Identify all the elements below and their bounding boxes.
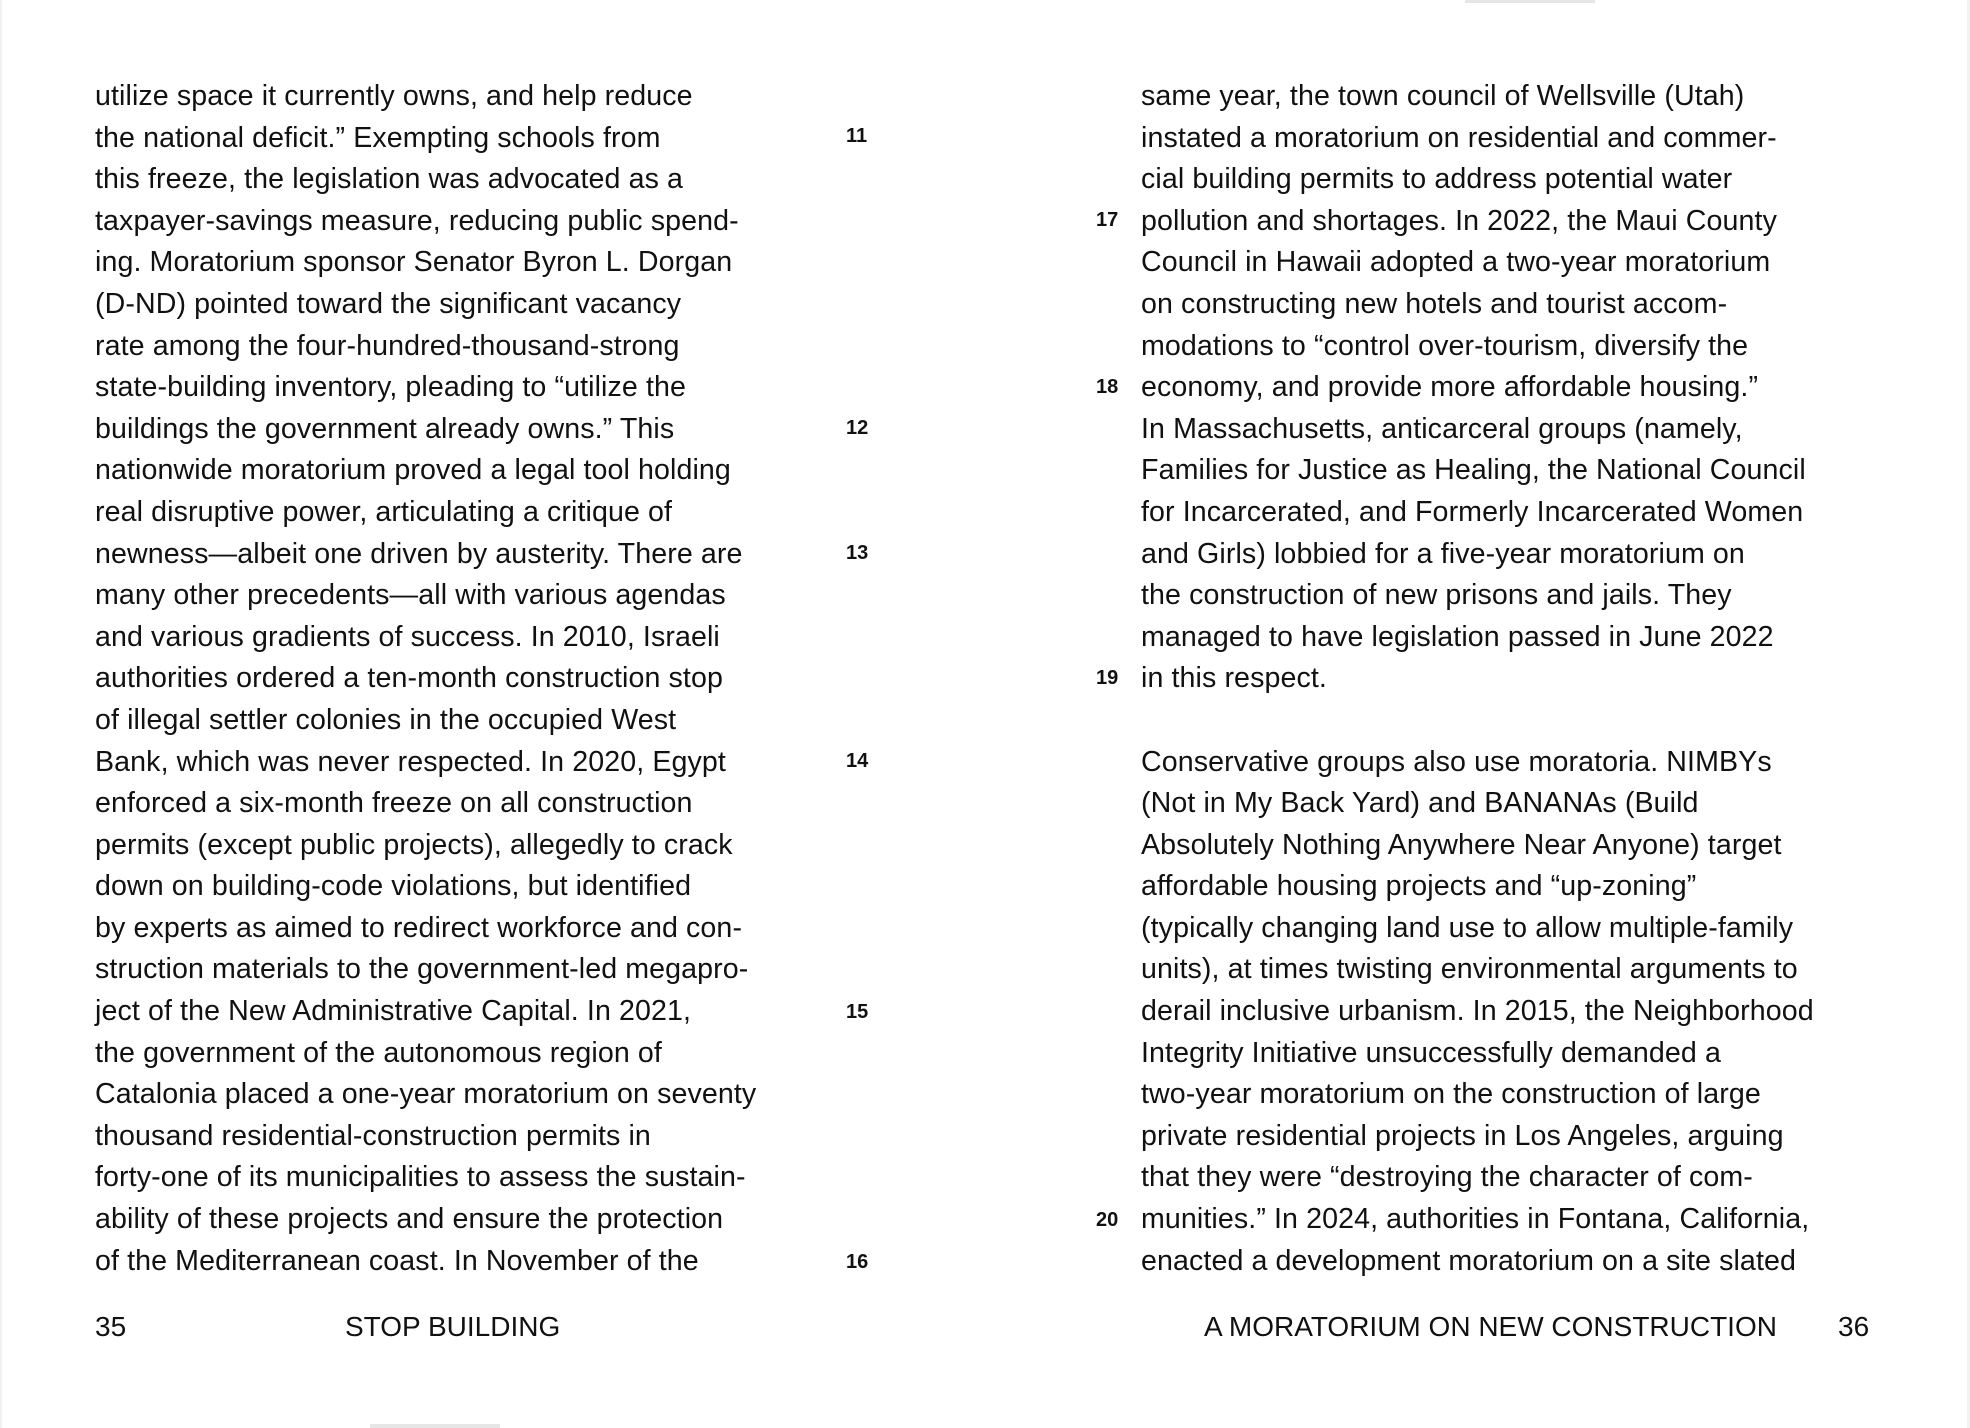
text-line: affordable housing projects and “up-zoning” — [1141, 870, 1697, 903]
text-line: In Massachusetts, anticarceral groups (namely, — [1141, 412, 1743, 445]
page-edge-left — [0, 0, 2, 1428]
text-line: ability of these projects and ensure the protection — [95, 1203, 724, 1236]
text-line: of the Mediterranean coast. In November of the — [95, 1244, 699, 1277]
text-line: and Girls) lobbied for a five-year moratorium on — [1141, 537, 1745, 570]
text-line: (D-ND) pointed toward the significant vacancy — [95, 287, 682, 320]
binding-mark-bottom — [370, 1424, 500, 1428]
text-line: taxpayer-savings measure, reducing public spend- — [95, 204, 739, 237]
binding-mark-top — [1465, 0, 1595, 3]
endnote-marker-17: 17 — [1096, 209, 1119, 231]
text-line: many other precedents—all with various agendas — [95, 579, 726, 612]
text-line: Families for Justice as Healing, the National Council — [1141, 454, 1806, 487]
text-line: two-year moratorium on the construction of large — [1141, 1078, 1761, 1111]
text-line: forty-one of its municipalities to assess the sustain- — [95, 1161, 746, 1194]
text-line: on constructing new hotels and tourist accom- — [1141, 287, 1728, 320]
text-line: pollution and shortages. In 2022, the Maui County — [1141, 204, 1777, 237]
text-line: real disruptive power, articulating a critique of — [95, 495, 673, 528]
text-line: managed to have legislation passed in June 2022 — [1141, 620, 1774, 653]
text-line: instated a moratorium on residential and commer- — [1141, 121, 1777, 154]
text-line: that they were “destroying the character of com- — [1141, 1161, 1753, 1194]
right-page-body — [1141, 76, 1881, 1282]
text-line: ject of the New Administrative Capital. In 2021, — [95, 995, 692, 1028]
endnote-marker-12: 12 — [846, 417, 869, 439]
text-line: Integrity Initiative unsuccessfully demanded a — [1141, 1036, 1721, 1069]
endnote-marker-15: 15 — [846, 1001, 869, 1023]
paragraph-break — [1141, 700, 1881, 742]
text-line: rate among the four-hundred-thousand-strong — [95, 329, 680, 362]
text-line: for Incarcerated, and Formerly Incarcerated Women — [1141, 495, 1804, 528]
text-line: state-building inventory, pleading to “utilize the — [95, 371, 686, 404]
right-page-number: 36 — [1838, 1311, 1870, 1342]
text-line: cial building permits to address potential water — [1141, 163, 1733, 196]
text-line: enacted a development moratorium on a site slated — [1141, 1244, 1796, 1277]
endnote-marker-18: 18 — [1096, 376, 1119, 398]
endnote-marker-20: 20 — [1096, 1209, 1119, 1231]
text-line: munities.” In 2024, authorities in Fontana, California, — [1141, 1203, 1810, 1236]
text-line: modations to “control over-tourism, diversify the — [1141, 329, 1749, 362]
text-line: ing. Moratorium sponsor Senator Byron L. Dorgan — [95, 246, 733, 279]
text-line: Catalonia placed a one-year moratorium on seventy — [95, 1078, 757, 1111]
text-line: Absolutely Nothing Anywhere Near Anyone) target — [1141, 828, 1782, 861]
text-line: enforced a six-month freeze on all construction — [95, 787, 693, 820]
text-line: the national deficit.” Exempting schools from — [95, 121, 661, 154]
text-line: (Not in My Back Yard) and BANANAs (Build — [1141, 787, 1699, 820]
text-line: authorities ordered a ten-month construction stop — [95, 662, 723, 695]
endnote-marker-19: 19 — [1096, 667, 1119, 689]
text-line: the government of the autonomous region of — [95, 1036, 662, 1069]
text-line: and various gradients of success. In 2010, Israeli — [95, 620, 720, 653]
text-line: private residential projects in Los Angeles, arguing — [1141, 1119, 1784, 1152]
text-line: units), at times twisting environmental arguments to — [1141, 953, 1798, 986]
text-line: nationwide moratorium proved a legal tool holding — [95, 454, 731, 487]
text-line: this freeze, the legislation was advocated as a — [95, 163, 684, 196]
left-running-head: STOP BUILDING — [345, 1311, 561, 1342]
text-line: buildings the government already owns.” This — [95, 412, 675, 445]
endnote-marker-11: 11 — [846, 125, 868, 147]
endnote-marker-16: 16 — [846, 1251, 869, 1273]
text-line: same year, the town council of Wellsville (Utah) — [1141, 80, 1745, 112]
text-line: in this respect. — [1141, 662, 1327, 695]
text-line: by experts as aimed to redirect workforce and con- — [95, 911, 743, 944]
right-running-head: A MORATORIUM ON NEW CONSTRUCTION — [1204, 1311, 1777, 1342]
text-line: Conservative groups also use moratoria. NIMBYs — [1141, 745, 1772, 778]
text-line: Bank, which was never respected. In 2020, Egypt — [95, 745, 726, 778]
text-line: economy, and provide more affordable housing.” — [1141, 371, 1759, 404]
left-page-body — [95, 76, 825, 1282]
text-line: derail inclusive urbanism. In 2015, the Neighborhood — [1141, 995, 1814, 1028]
text-line: struction materials to the government-led megapro- — [95, 953, 749, 986]
endnote-marker-14: 14 — [846, 750, 869, 772]
text-line: (typically changing land use to allow multiple-family — [1141, 911, 1794, 944]
text-line: newness—albeit one driven by austerity. There are — [95, 537, 743, 570]
endnote-marker-13: 13 — [846, 542, 869, 564]
text-line: down on building-code violations, but identified — [95, 870, 692, 903]
text-line: of illegal settler colonies in the occupied West — [95, 703, 677, 736]
text-line: permits (except public projects), allegedly to crack — [95, 828, 733, 861]
text-line: Council in Hawaii adopted a two-year moratorium — [1141, 246, 1771, 279]
text-line: the construction of new prisons and jails. They — [1141, 579, 1732, 612]
left-page-number: 35 — [95, 1311, 127, 1342]
text-line: thousand residential-construction permits in — [95, 1119, 651, 1152]
text-line: utilize space it currently owns, and help reduce — [95, 80, 693, 112]
